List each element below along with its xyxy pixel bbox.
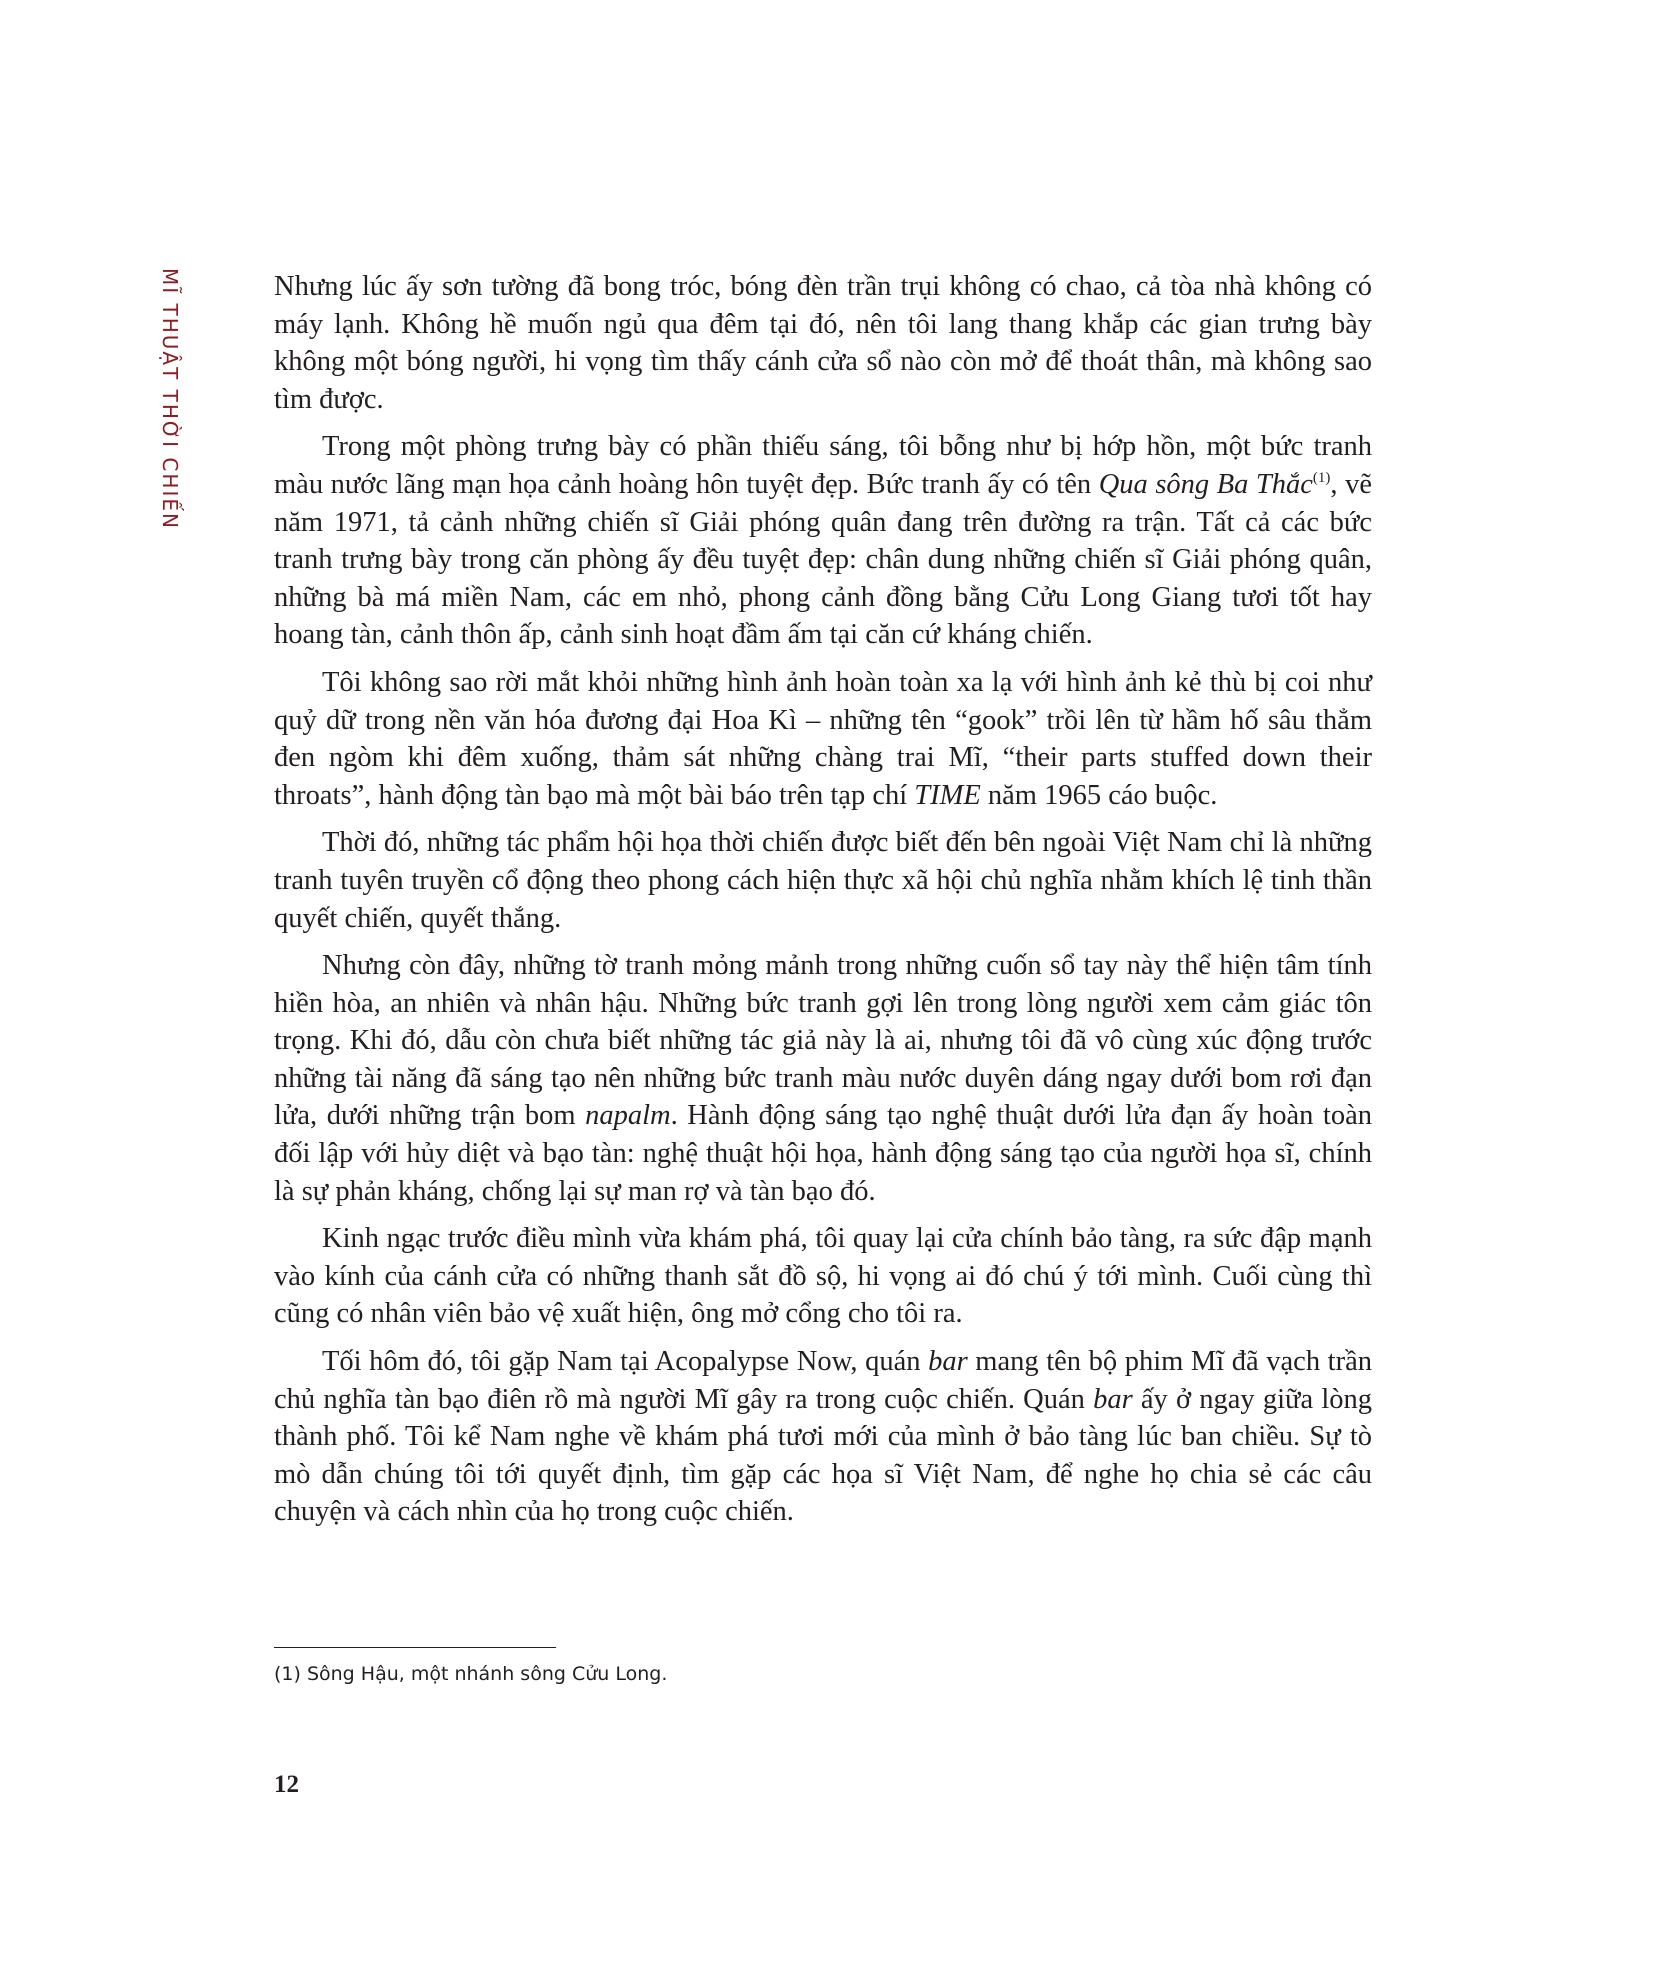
text-run: ấy ở ngay giữa lòng thành phố. Tôi kể Nam nghe về khám phá tươi mới của mình ở bảo tàng lúc ban chiều. Sự tò mò dẫn chúng tôi tới quyết định, tìm gặp các họa sĩ Việt Nam, để nghe họ chia sẻ các câu chuyện và cách nhìn của họ trong cuộc chiến. — [274, 1383, 1372, 1528]
footnote-marker: (1) — [1312, 469, 1331, 486]
body-paragraph — [274, 1220, 1372, 1333]
body-paragraph — [274, 824, 1372, 937]
body-paragraph — [274, 1343, 1372, 1531]
footnote-divider — [274, 1647, 556, 1648]
italic-text: Qua sông Ba Thắc — [1098, 468, 1313, 500]
body-paragraph — [274, 428, 1372, 654]
text-run: Kinh ngạc trước điều mình vừa khám phá, tôi quay lại cửa chính bảo tàng, ra sức đập mạnh vào kính của cánh cửa có những thanh sắt đồ sộ, hi vọng ai đó chú ý tới mình. Cuối cùng thì cũng có nhân viên bảo vệ xuất hiện, ông mở cổng cho tôi ra. — [274, 1223, 1372, 1330]
text-run: Nhưng còn đây, những tờ tranh mỏng mảnh trong những cuốn sổ tay này thể hiện tâm tính hiền hòa, an nhiên và nhân hậu. Những bức tranh gợi lên trong lòng người xem cảm giác tôn trọng. Khi đó, dẫu còn chưa biết những tác giả này là ai, nhưng tôi đã vô cùng xúc động trước những tài năng đã sáng tạo nên những bức tranh màu nước duyên dáng ngay dưới bom rơi đạn lửa, dưới những trận bom — [274, 950, 1372, 1132]
body-paragraph — [274, 268, 1372, 418]
text-run: Tối hôm đó, tôi gặp Nam tại Acopalypse Now, quán — [322, 1346, 929, 1378]
text-run: Tôi không sao rời mắt khỏi những hình ảnh hoàn toàn xa lạ với hình ảnh kẻ thù bị coi như quỷ dữ trong nền văn hóa đương đại Hoa Kì – những tên “gook” trồi lên từ hầm hố sâu thẳm đen ngòm khi đêm xuống, thảm sát những chàng trai Mĩ, “their parts stuffed down their throats”, hành động tàn bạo mà một bài báo trên tạp chí — [274, 666, 1372, 811]
text-run: năm 1965 cáo buộc. — [980, 779, 1218, 811]
italic-text: bar — [1093, 1383, 1133, 1415]
body-paragraph — [274, 664, 1372, 814]
text-run: , vẽ năm 1971, tả cảnh những chiến sĩ Giải phóng quân đang trên đường ra trận. Tất cả các bức tranh trưng bày trong căn phòng ấy đều tuyệt đẹp: chân dung những chiến sĩ Giải phóng quân, những bà má miền Nam, các em nhỏ, phong cảnh đồng bằng Cửu Long Giang tươi tốt hay hoang tàn, cảnh thôn ấp, cảnh sinh hoạt đầm ấm tại căn cứ kháng chiến. — [274, 468, 1372, 651]
page-number: 12 — [274, 1771, 299, 1798]
italic-text: napalm — [585, 1100, 671, 1132]
running-head: MĨ THUẬT THỜI CHIẾN — [158, 268, 182, 530]
text-run: Trong một phòng trưng bày có phần thiếu sáng, tôi bỗng như bị hớp hồn, một bức tranh màu nước lãng mạn họa cảnh hoàng hôn tuyệt đẹp. Bức tranh ấy có tên — [274, 431, 1372, 500]
text-run: Nhưng lúc ấy sơn tường đã bong tróc, bóng đèn trần trụi không có chao, cả tòa nhà không có máy lạnh. Không hề muốn ngủ qua đêm tại đó, nên tôi lang thang khắp các gian trưng bày không một bóng người, hi vọng tìm thấy cánh cửa sổ nào còn mở để thoát thân, mà không sao tìm được. — [274, 271, 1372, 415]
body-text — [274, 268, 1372, 1541]
text-run: Thời đó, những tác phẩm hội họa thời chiến được biết đến bên ngoài Việt Nam chỉ là những tranh tuyên truyền cổ động theo phong cách hiện thực xã hội chủ nghĩa nhằm khích lệ tinh thần quyết chiến, quyết thắng. — [274, 827, 1372, 934]
italic-text: TIME — [914, 779, 981, 811]
text-run: . Hành động sáng tạo nghệ thuật dưới lửa đạn ấy hoàn toàn đối lập với hủy diệt và bạo tàn: nghệ thuật hội họa, hành động sáng tạo của người họa sĩ, chính là sự phản kháng, chống lại sự man rợ và tàn bạo đó. — [274, 1100, 1372, 1207]
body-paragraph — [274, 947, 1372, 1210]
text-run: mang tên bộ phim Mĩ đã vạch trần chủ nghĩa tàn bạo điên rồ mà người Mĩ gây ra trong cuộc chiến. Quán — [274, 1346, 1372, 1415]
footnote: (1) Sông Hậu, một nhánh sông Cửu Long. — [274, 1663, 668, 1685]
italic-text: bar — [928, 1346, 968, 1378]
